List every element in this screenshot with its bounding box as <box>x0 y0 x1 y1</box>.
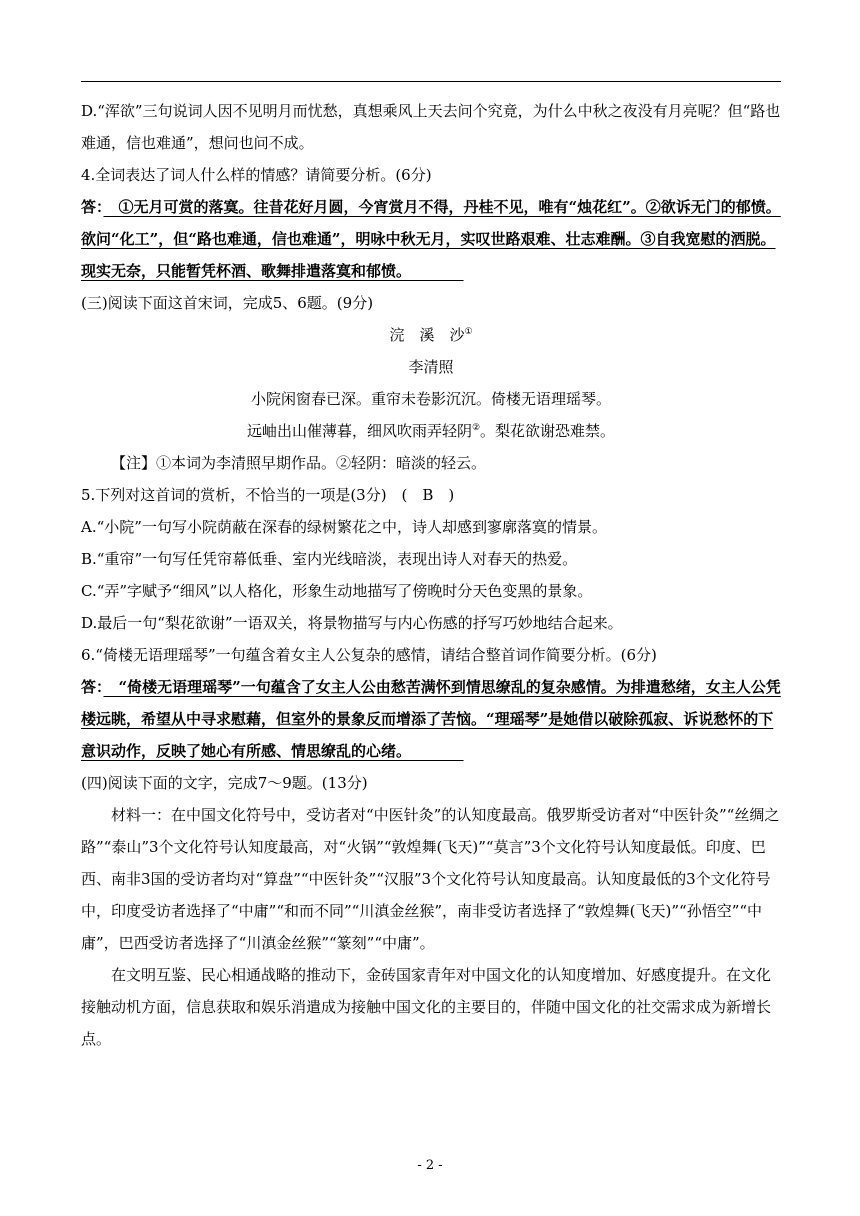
question-5-option-b: B.“重帘”一句写任凭帘幕低垂、室内光线暗淡，表现出诗人对春天的热爱。 <box>81 550 578 568</box>
option-d: D.“浑欲”三句说词人因不见明月而忧愁，真想乘风上天去问个究竟，为什么中秋之夜没有月亮呢？但“路也难通，信也难通”，想问也问不成。 <box>81 102 781 152</box>
question-6: 6.“倚楼无语理瑶琴”一句蕴含着女主人公复杂的感情，请结合整首词作简要分析。(6分) <box>81 646 657 664</box>
section-3-heading: (三)阅读下面这首宋词，完成5、6题。(9分) <box>81 294 374 312</box>
answer-6 <box>81 671 781 767</box>
poem-line-2-part-2: 。梨花欲谢恐难禁。 <box>480 422 616 440</box>
poem-note: 【注】①本词为李清照早期作品。②轻阴：暗淡的轻云。 <box>111 454 487 472</box>
answer-4 <box>81 191 781 287</box>
page-content <box>81 95 781 1055</box>
answer-6-text: “倚楼无语理瑶琴”一句蕴含了女主人公由愁苦满怀到情思缭乱的复杂感情。为排遣愁绪，女主人公凭楼远眺，希望从中寻求慰藉，但室外的景象反而增添了苦恼。“理瑶琴”是她借以破除孤寂、诉说愁怀的下意识动作，反映了她心有所感、情思缭乱的心绪。 <box>81 678 781 760</box>
poem-line-1: 小院闲窗春已深。重帘未卷影沉沉。倚楼无语理瑶琴。 <box>250 390 611 408</box>
question-5-option-a: A.“小院”一句写小院荫蔽在深春的绿树繁花之中，诗人却感到寥廓落寞的情景。 <box>81 518 607 536</box>
header-rule <box>81 81 781 82</box>
section-4-heading: (四)阅读下面的文字，完成7～9题。(13分) <box>81 774 368 792</box>
question-4: 4.全词表达了词人什么样的情感？请简要分析。(6分) <box>81 166 432 184</box>
answer-prefix: 答： <box>81 198 104 216</box>
poem-title <box>81 319 781 351</box>
material-1-paragraph: 材料一：在中国文化符号中，受访者对“中医针灸”的认知度最高。俄罗斯受访者对“中医针灸”“丝绸之路”“泰山”3个文化符号认知度最高，对“火锅”“敦煌舞(飞天)”“莫言”3个文化符号认知度最低。印度、巴西、南非3国的受访者均对“算盘”“中医针灸”“汉服”3个文化符号认知度最高。认知度最低的3个文化符号中，印度受访者选择了“中庸”“和而不同”“川滇金丝猴”，南非受访者选择了“敦煌舞(飞天)”“孙悟空”“中庸”，巴西受访者选择了“川滇金丝猴”“篆刻”“中庸”。 <box>81 806 780 952</box>
poem-title-footnote: ① <box>464 327 473 337</box>
poem-line-2-footnote: ② <box>471 423 481 433</box>
material-1-paragraph-2: 在文明互鉴、民心相通战略的推动下，金砖国家青年对中国文化的认知度增加、好感度提升。在文化接触动机方面，信息获取和娱乐消遣成为接触中国文化的主要目的，伴随中国文化的社交需求成为新增长点。 <box>81 966 772 1048</box>
answer-4-text: ①无月可赏的落寞。往昔花好月圆，今宵赏月不得，丹桂不见，唯有“烛花红”。②欲诉无门的郁愤。欲问“化工”，但“路也难通，信也难通”，明咏中秋无月，实叹世路艰难、壮志难酬。③自我宽慰的洒脱。现实无奈，只能暂凭杯酒、歌舞排遣落寞和郁愤。 <box>81 198 781 280</box>
page-number: - 2 - <box>417 1158 443 1173</box>
poem-line-2-part-1: 远岫出山催薄暮，细风吹雨弄轻阴 <box>246 422 472 440</box>
answer-prefix: 答： <box>81 678 104 696</box>
poem-line-2 <box>81 415 781 447</box>
question-5-option-c: C.“弄”字赋予“细风”以人格化，形象生动地描写了傍晚时分天色变黑的景象。 <box>81 582 593 600</box>
poem-title-text: 浣 溪 沙 <box>389 326 465 344</box>
question-5-option-d: D.最后一句“梨花欲谢”一语双关，将景物描写与内心伤感的抒写巧妙地结合起来。 <box>81 614 623 632</box>
poem-author: 李清照 <box>408 358 454 376</box>
question-5: 5.下列对这首词的赏析，不恰当的一项是(3分) ( B ) <box>81 486 455 504</box>
